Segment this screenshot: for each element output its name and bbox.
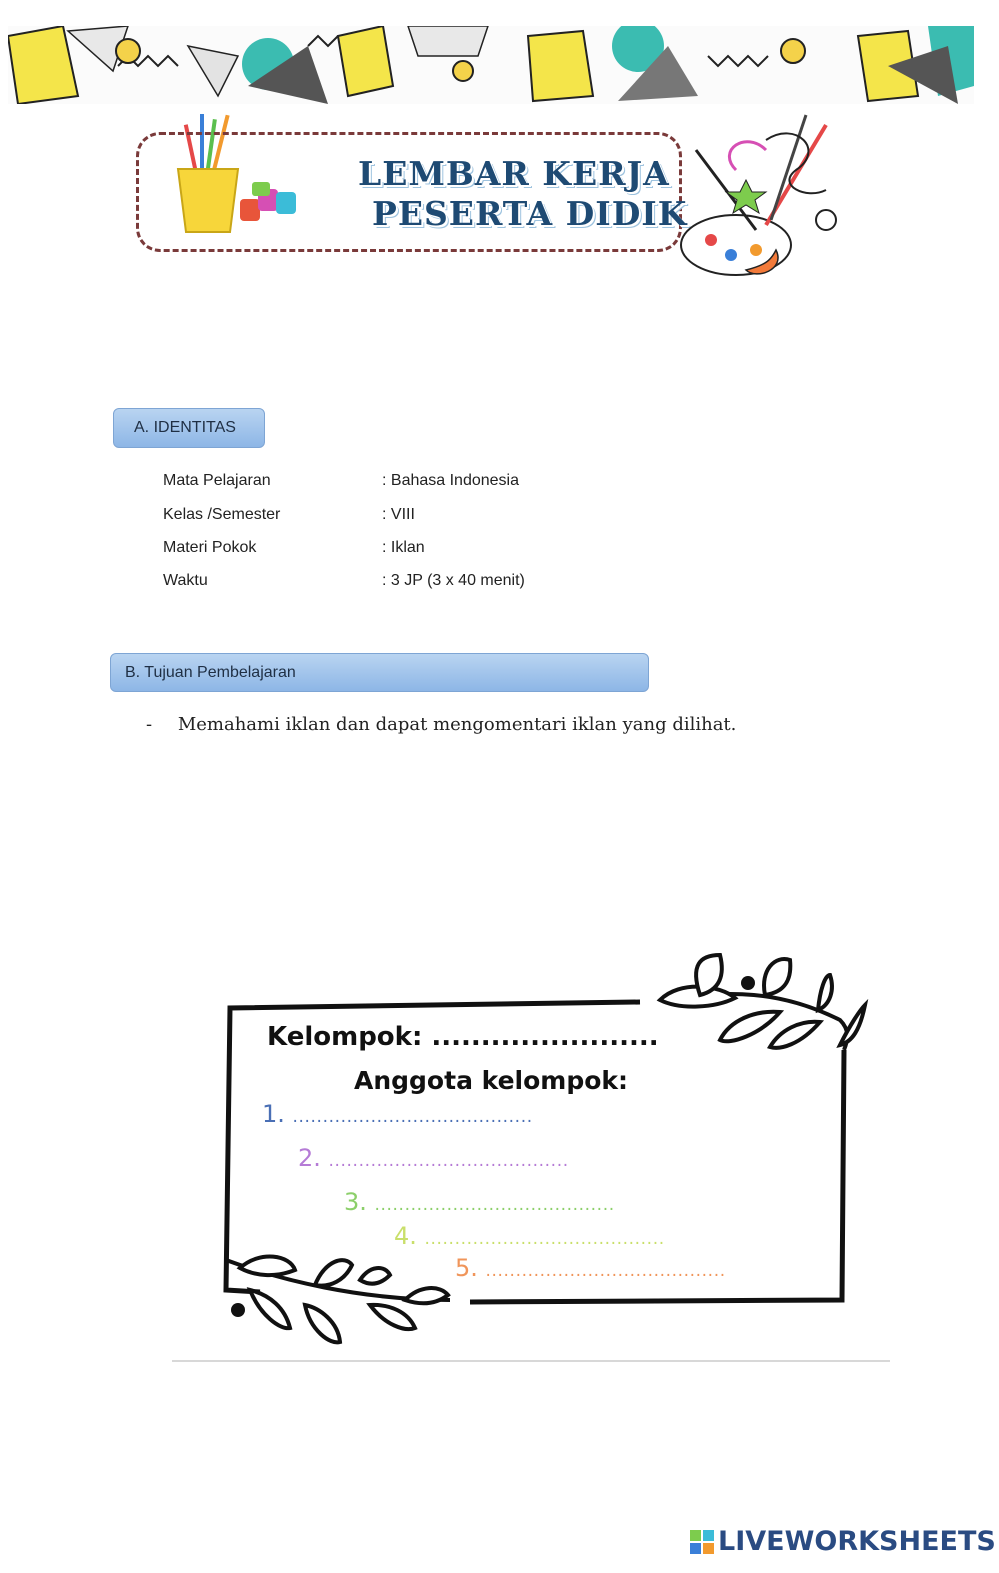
member-number: 4. — [394, 1222, 417, 1250]
liveworksheets-logo-icon — [690, 1530, 714, 1554]
identitas-value-waktu: : 3 JP (3 x 40 menit) — [382, 572, 525, 589]
identitas-label-waktu: Waktu — [163, 572, 208, 589]
identitas-value-materi: : Iklan — [382, 539, 425, 556]
liveworksheets-logo — [690, 1526, 996, 1557]
identitas-value-kelas: : VIII — [382, 506, 415, 523]
member-number: 1. — [262, 1100, 285, 1128]
memphis-pattern-strip — [8, 26, 974, 104]
member-dots: ........................................ — [485, 1261, 726, 1281]
section-tujuan-label: B. Tujuan Pembelajaran — [110, 653, 649, 692]
identitas-label-materi: Materi Pokok — [163, 539, 257, 556]
section-identitas-label: A. IDENTITAS — [113, 408, 265, 448]
member-line-3[interactable] — [344, 1188, 615, 1216]
member-number: 2. — [298, 1144, 321, 1172]
worksheet-title-line1: LEMBAR KERJA — [358, 154, 670, 193]
anggota-kelompok-heading: Anggota kelompok: — [354, 1066, 629, 1095]
member-dots: ........................................ — [292, 1107, 533, 1127]
goal-text: Memahami iklan dan dapat mengomentari iklan yang dilihat. — [177, 714, 737, 735]
identitas-value-mata-pelajaran: : Bahasa Indonesia — [382, 472, 519, 489]
learning-goal — [146, 714, 736, 735]
worksheet-banner — [8, 26, 974, 314]
member-line-5[interactable] — [455, 1254, 726, 1282]
identitas-label-kelas: Kelas /Semester — [163, 506, 281, 523]
member-dots: ........................................ — [374, 1195, 615, 1215]
member-line-4[interactable] — [394, 1222, 665, 1250]
identitas-label-mata-pelajaran: Mata Pelajaran — [163, 472, 271, 489]
member-number: 3. — [344, 1188, 367, 1216]
goal-bullet: - — [146, 714, 153, 735]
group-card — [220, 950, 870, 1370]
member-line-1[interactable] — [262, 1100, 533, 1128]
member-dots: ........................................ — [328, 1151, 569, 1171]
liveworksheets-wordmark: LIVEWORKSHEETS — [718, 1526, 996, 1557]
member-line-2[interactable] — [298, 1144, 569, 1172]
divider-line — [172, 1360, 890, 1362]
art-supplies-icon — [676, 110, 856, 285]
kelompok-label: Kelompok: ....................... — [267, 1022, 659, 1052]
member-number: 5. — [455, 1254, 478, 1282]
worksheet-title-line2: PESERTA DIDIK — [372, 194, 688, 233]
member-dots: ........................................ — [424, 1229, 665, 1249]
